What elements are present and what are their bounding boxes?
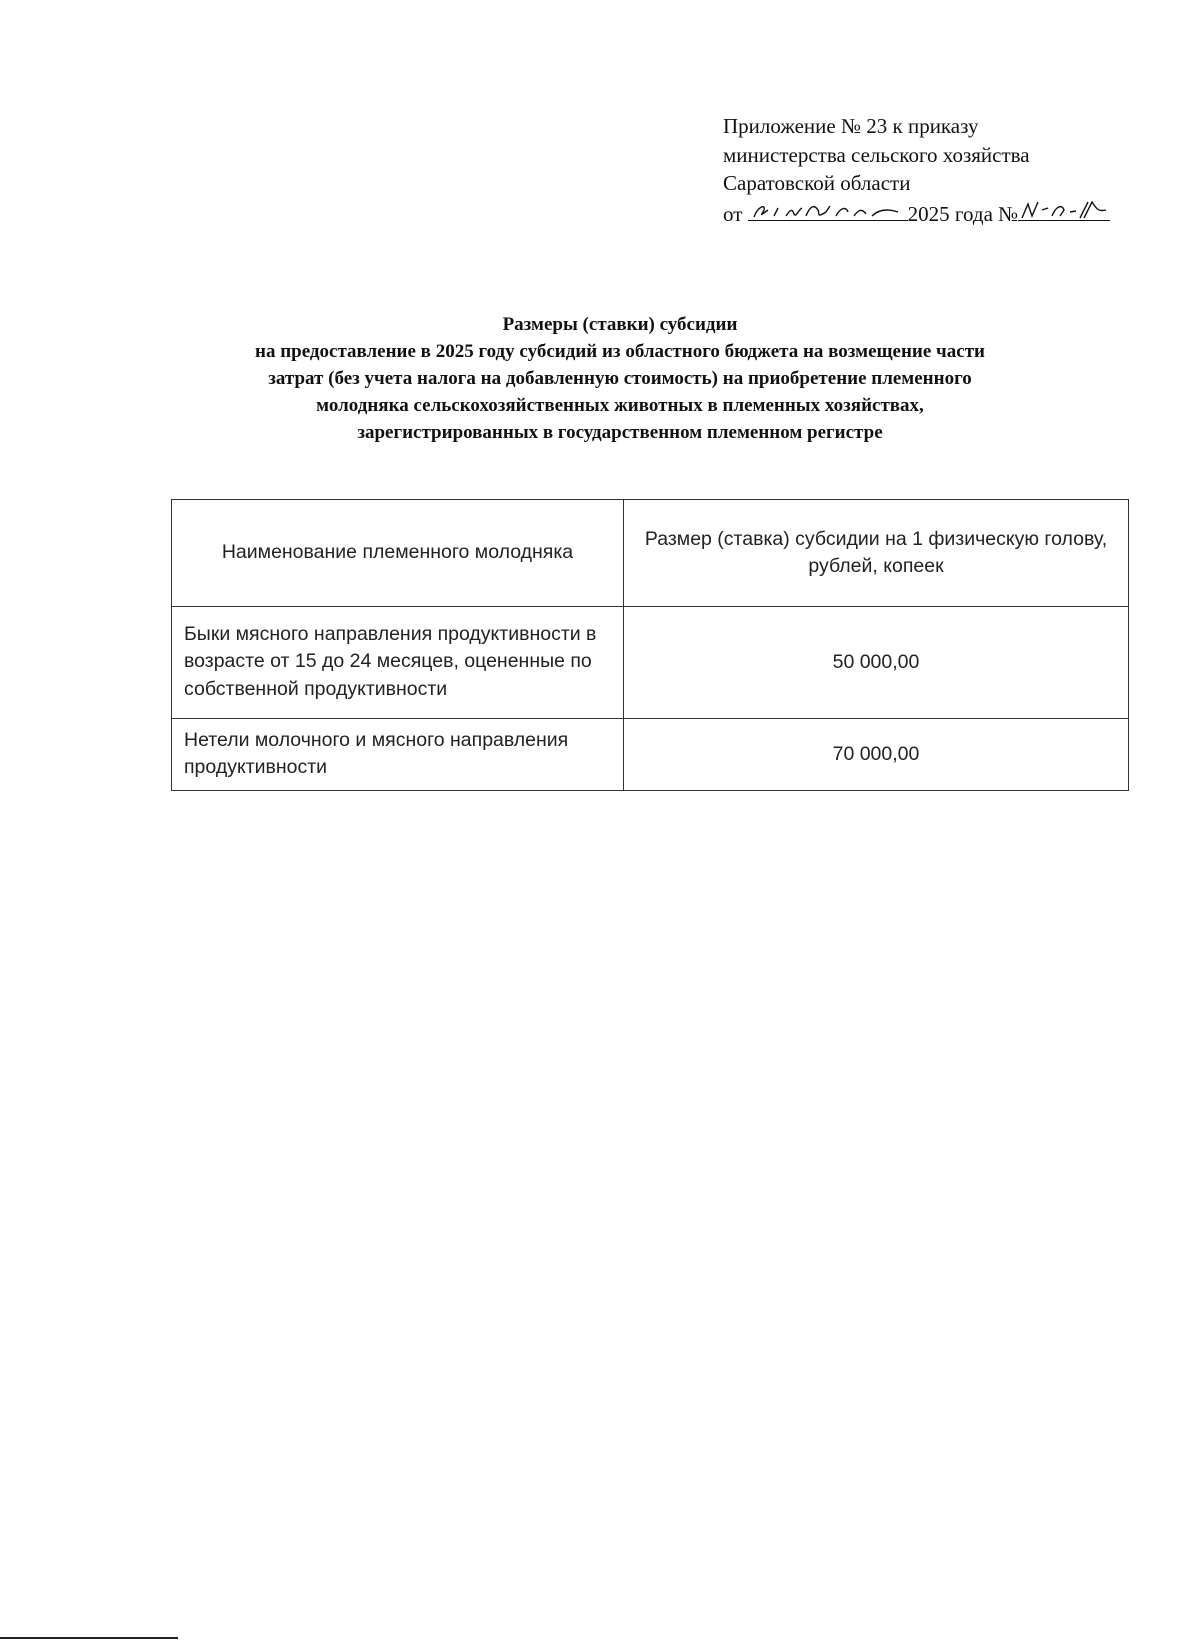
header-rate: Размер (ставка) субсидии на 1 физическую голову, рублей, копеек <box>624 500 1129 607</box>
table-header-row <box>172 500 1129 607</box>
title-line-4: молодняка сельскохозяйственных животных в племенных хозяйствах, <box>316 395 924 416</box>
date-prefix: от <box>723 201 743 226</box>
table-row <box>172 607 1129 719</box>
header-name: Наименование племенного молодняка <box>172 500 624 607</box>
handwritten-order-number <box>1018 198 1110 221</box>
footer-divider <box>0 1637 178 1639</box>
appendix-line-1: Приложение № 23 к приказу <box>723 114 979 138</box>
row-name-cell: Быки мясного направления продуктивности в возрасте от 15 до 24 месяцев, оцененные по собственной продуктивности <box>172 607 624 719</box>
title-line-3: затрат (без учета налога на добавленную стоимость) на приобретение племенного <box>268 368 972 389</box>
row-rate-cell: 50 000,00 <box>624 607 1129 719</box>
appendix-date-line <box>723 198 1183 229</box>
row-name-cell: Нетели молочного и мясного направления продуктивности <box>172 719 624 791</box>
title-line-5: зарегистрированных в государственном племенном регистре <box>357 422 883 443</box>
subsidy-rates-table <box>171 499 1129 791</box>
handwritten-date-signature <box>748 198 908 221</box>
appendix-line-2: министерства сельского хозяйства <box>723 142 1030 167</box>
number-prefix: № <box>998 201 1019 226</box>
table-row <box>172 719 1129 791</box>
appendix-line-3: Саратовской области <box>723 171 911 195</box>
row-rate-cell: 70 000,00 <box>624 719 1129 791</box>
title-line-2: на предоставление в 2025 году субсидий из областного бюджета на возмещение части <box>255 341 985 362</box>
appendix-block <box>723 112 1183 228</box>
document-title <box>150 311 1090 446</box>
title-line-1: Размеры (ставки) субсидии <box>502 314 738 335</box>
date-suffix: 2025 года <box>907 201 993 226</box>
